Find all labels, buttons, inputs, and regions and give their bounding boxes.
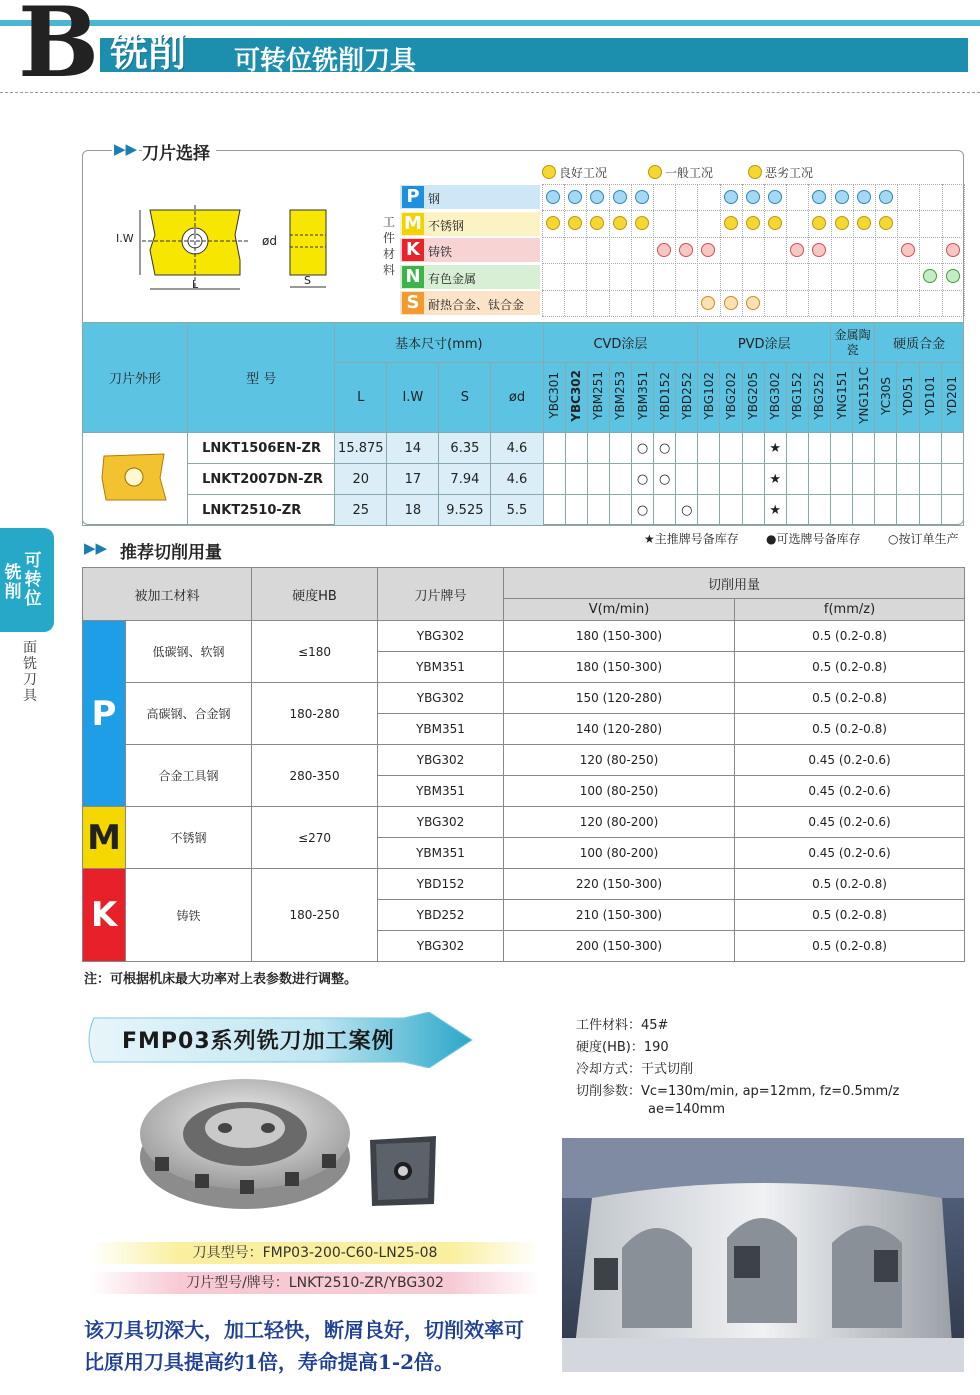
f-cell: 0.45 (0.2-0.6) <box>735 776 965 807</box>
grade-mark-cell <box>941 495 963 526</box>
table-row <box>83 495 964 526</box>
v-cell: 120 (80-250) <box>504 745 735 776</box>
f-cell: 0.45 (0.2-0.6) <box>735 807 965 838</box>
col-grade: YBM351 <box>631 363 653 433</box>
grade-mark-cell <box>875 495 897 526</box>
material-letter: M <box>402 213 424 235</box>
hardness-cell: 280-350 <box>252 745 378 807</box>
insert-selection-title: 刀片选择 <box>142 139 216 164</box>
condition-face-icon <box>768 190 782 204</box>
grade-mark-cell: ○ <box>631 495 653 526</box>
grade-mark-cell: ○ <box>654 464 676 495</box>
col-grade: YNG151C <box>853 363 875 433</box>
insert-model: 刀片型号/牌号：LNKT2510-ZR/YBG302 <box>90 1272 540 1294</box>
col-grade: YBM253 <box>609 363 631 433</box>
grade-mark-cell <box>543 433 565 464</box>
grade-cell: YBM351 <box>378 652 504 683</box>
col-grade: YBM251 <box>587 363 609 433</box>
material-cell: 铸铁 <box>126 869 252 962</box>
col-grade: YBC301 <box>543 363 565 433</box>
model-cell: LNKT2007DN-ZR <box>188 464 335 495</box>
double-arrow-icon: ▶▶ <box>84 539 108 557</box>
material-cell: 合金工具钢 <box>126 745 252 807</box>
insert-selection-table <box>82 322 964 526</box>
grade-mark-cell <box>609 464 631 495</box>
f-cell: 0.5 (0.2-0.8) <box>735 869 965 900</box>
grade-mark-cell <box>654 495 676 526</box>
case-info-line <box>576 1058 693 1077</box>
grade-mark-cell <box>698 495 720 526</box>
grade-mark-cell <box>565 464 587 495</box>
v-cell: 200 (150-300) <box>504 931 735 962</box>
col-dim: L <box>335 363 387 433</box>
material-name: 有色金属 <box>428 271 477 286</box>
material-name: 铸铁 <box>428 245 453 259</box>
grade-mark-cell: ★ <box>764 495 786 526</box>
drawing-label-l: L <box>192 278 199 291</box>
grade-mark-cell: ★ <box>764 464 786 495</box>
grade-mark-cell <box>831 495 853 526</box>
table-row <box>83 745 965 776</box>
col-grade: YBG252 <box>808 363 830 433</box>
condition-face-icon <box>568 216 582 230</box>
v-cell: 180 (150-300) <box>504 652 735 683</box>
header-divider <box>0 92 980 93</box>
f-cell: 0.5 (0.2-0.8) <box>735 621 965 652</box>
case-info-value: 45# <box>641 1018 669 1033</box>
grade-mark-cell <box>831 464 853 495</box>
col-grade: YD051 <box>897 363 919 433</box>
grade-mark-cell: ○ <box>631 433 653 464</box>
table-row <box>83 869 965 900</box>
grade-mark-cell <box>808 464 830 495</box>
dim-cell: 18 <box>387 495 439 526</box>
grade-mark-cell <box>808 433 830 464</box>
section-letter: B <box>18 0 100 99</box>
col-grade: YD101 <box>919 363 941 433</box>
grade-mark-cell <box>742 495 764 526</box>
condition-face-icon <box>857 190 871 204</box>
grade-cell: YBD152 <box>378 869 504 900</box>
side-tab-col2: 可转位 <box>24 551 42 609</box>
condition-face-icon <box>923 269 937 283</box>
group-carbide: 硬质合金 <box>875 323 964 363</box>
grade-mark-cell <box>742 464 764 495</box>
grade-mark-cell <box>587 495 609 526</box>
drawing-label-iw: I.W <box>116 232 134 245</box>
condition-face-icon <box>812 216 826 230</box>
material-letter: P <box>402 186 424 208</box>
f-cell: 0.45 (0.2-0.6) <box>735 838 965 869</box>
condition-face-icon <box>879 190 893 204</box>
grade-mark-cell: ○ <box>676 495 698 526</box>
table-row <box>83 807 965 838</box>
grade-mark-cell <box>875 464 897 495</box>
grade-mark-cell <box>698 433 720 464</box>
insert-drawing <box>110 195 350 305</box>
condition-face-icon <box>812 243 826 257</box>
case-info-line <box>576 1014 668 1033</box>
drawing-label-s: S <box>304 274 311 287</box>
grade-cell: YBG302 <box>378 807 504 838</box>
grade-mark-cell <box>853 464 875 495</box>
dim-cell: 15.875 <box>335 433 387 464</box>
double-arrow-icon: ▶▶ <box>114 140 138 158</box>
neutral-face-icon <box>648 165 662 179</box>
grade-cell: YBG302 <box>378 745 504 776</box>
material-letter: N <box>402 266 424 288</box>
f-cell: 0.5 (0.2-0.8) <box>735 900 965 931</box>
dim-cell: 6.35 <box>439 433 491 464</box>
col-grade: YC30S <box>875 363 897 433</box>
dim-cell: 4.6 <box>491 464 543 495</box>
condition-face-icon <box>613 190 627 204</box>
col-hardness: 硬度HB <box>252 568 378 621</box>
condition-face-icon <box>790 243 804 257</box>
table-row <box>83 621 965 652</box>
condition-face-icon <box>546 216 560 230</box>
side-subtitle: 面铣刀具 <box>23 640 37 704</box>
table-row <box>83 464 964 495</box>
case-info-value: 190 <box>643 1040 669 1055</box>
grade-mark-cell <box>897 433 919 464</box>
col-grade: YD201 <box>941 363 963 433</box>
col-v: V(m/min) <box>504 599 735 621</box>
case-info-label: 工件材料： <box>576 1018 642 1033</box>
grade-mark-cell <box>897 495 919 526</box>
condition-face-icon <box>835 190 849 204</box>
model-cell: LNKT1506EN-ZR <box>188 433 335 464</box>
condition-face-icon <box>724 296 738 310</box>
grade-mark-cell <box>897 464 919 495</box>
grade-mark-cell <box>831 433 853 464</box>
grade-mark-cell <box>543 464 565 495</box>
grade-cell: YBM351 <box>378 838 504 869</box>
tool-model: 刀具型号：FMP03-200-C60-LN25-08 <box>90 1242 540 1264</box>
material-group-p: P <box>83 621 126 807</box>
grade-cell: YBG302 <box>378 683 504 714</box>
dim-cell: 9.525 <box>439 495 491 526</box>
dim-cell: 25 <box>335 495 387 526</box>
insert-shape-cell <box>83 433 188 526</box>
condition-face-icon <box>657 243 671 257</box>
grade-mark-cell <box>720 433 742 464</box>
cutting-title: 推荐切削用量 <box>120 543 222 563</box>
group-pvd: PVD涂层 <box>698 323 831 363</box>
v-cell: 100 (80-250) <box>504 776 735 807</box>
condition-face-icon <box>613 216 627 230</box>
grade-mark-cell: ○ <box>631 464 653 495</box>
cutting-note: 注：可根据机床最大功率对上表参数进行调整。 <box>84 972 358 987</box>
v-cell: 100 (80-200) <box>504 838 735 869</box>
col-grade: YBG102 <box>698 363 720 433</box>
sad-face-icon <box>748 165 762 179</box>
material-cell: 低碳钢、软钢 <box>126 621 252 683</box>
hardness-cell: 180-250 <box>252 869 378 962</box>
col-grade: YBG202 <box>720 363 742 433</box>
grade-mark-cell <box>742 433 764 464</box>
note-optional: ●可选牌号备库存 <box>766 532 861 546</box>
condition-face-icon <box>746 190 760 204</box>
material-letter: K <box>402 239 424 261</box>
page-title: 可转位铣削刀具 <box>234 46 417 76</box>
col-dim: ød <box>491 363 543 433</box>
grade-mark-cell <box>919 433 941 464</box>
condition-face-icon <box>590 190 604 204</box>
slogan-line-2: 比原用刀具提高约1倍，寿命提高1-2倍。 <box>84 1350 455 1374</box>
col-params: 切削用量 <box>504 568 965 599</box>
col-dim: I.W <box>387 363 439 433</box>
grade-mark-cell <box>786 495 808 526</box>
col-model: 型 号 <box>188 323 335 433</box>
group-cermet: 金属陶瓷 <box>831 323 875 363</box>
grade-mark-cell <box>808 495 830 526</box>
material-row-s <box>400 291 540 315</box>
case-info-line <box>576 1080 899 1099</box>
grade-mark-cell: ★ <box>764 433 786 464</box>
condition-face-icon <box>746 296 760 310</box>
col-grade: YBC302 <box>565 363 587 433</box>
grade-cell: YBM351 <box>378 776 504 807</box>
condition-face-icon <box>812 190 826 204</box>
case-info-label: 硬度(HB)： <box>576 1040 644 1055</box>
case-info-value: 干式切削 <box>641 1062 694 1077</box>
material-row-p <box>400 185 540 209</box>
insert-shape-icon <box>100 450 170 504</box>
machining-photo <box>562 1138 964 1372</box>
condition-face-icon <box>635 190 649 204</box>
grade-mark-cell <box>609 495 631 526</box>
v-cell: 120 (80-200) <box>504 807 735 838</box>
v-cell: 140 (120-280) <box>504 714 735 745</box>
condition-face-icon <box>546 190 560 204</box>
dim-cell: 5.5 <box>491 495 543 526</box>
model-cell: LNKT2510-ZR <box>188 495 335 526</box>
grade-mark-cell <box>587 464 609 495</box>
legend-good: 良好工况 <box>542 164 607 181</box>
note-order: ○按订单生产 <box>888 532 959 546</box>
insert-image <box>366 1134 440 1208</box>
f-cell: 0.45 (0.2-0.6) <box>735 745 965 776</box>
legend-normal: 一般工况 <box>648 164 713 181</box>
condition-face-icon <box>879 216 893 230</box>
material-cell: 高碳钢、合金钢 <box>126 683 252 745</box>
condition-face-icon <box>635 216 649 230</box>
condition-face-icon <box>590 216 604 230</box>
dim-cell: 4.6 <box>491 433 543 464</box>
grade-mark-cell <box>875 433 897 464</box>
grade-mark-cell <box>565 433 587 464</box>
table-row <box>83 433 964 464</box>
side-tab-col1: 铣削 <box>4 563 22 602</box>
material-row-n <box>400 265 540 289</box>
material-group-k: K <box>83 869 126 962</box>
case-title: FMP03系列铣刀加工案例 <box>122 1029 395 1054</box>
table-row <box>83 683 965 714</box>
v-cell: 180 (150-300) <box>504 621 735 652</box>
material-letter: S <box>402 292 424 314</box>
condition-face-icon <box>835 216 849 230</box>
grade-cell: YBM351 <box>378 714 504 745</box>
grade-cell: YBD252 <box>378 900 504 931</box>
grade-mark-cell <box>786 433 808 464</box>
case-info-label: 切削参数： <box>576 1084 642 1099</box>
grade-mark-cell <box>676 464 698 495</box>
hardness-cell: 180-280 <box>252 683 378 745</box>
col-grade: YBG302 <box>764 363 786 433</box>
grade-mark-cell <box>609 433 631 464</box>
material-name: 不锈钢 <box>428 218 465 233</box>
condition-face-icon <box>946 269 960 283</box>
cutting-table <box>82 567 965 962</box>
condition-face-icon <box>768 216 782 230</box>
case-info-value: ae=140mm <box>648 1102 725 1117</box>
f-cell: 0.5 (0.2-0.8) <box>735 714 965 745</box>
v-cell: 150 (120-280) <box>504 683 735 714</box>
condition-grid <box>542 184 964 316</box>
grade-mark-cell: ○ <box>654 433 676 464</box>
grade-mark-cell <box>587 433 609 464</box>
face-mill-image <box>130 1062 360 1212</box>
material-group-m: M <box>83 807 126 869</box>
condition-face-icon <box>724 216 738 230</box>
condition-face-icon <box>701 296 715 310</box>
slogan-line-1: 该刀具切深大，加工轻快，断屑良好，切削效率可 <box>84 1318 524 1342</box>
grade-mark-cell <box>853 495 875 526</box>
grade-mark-cell <box>720 464 742 495</box>
group-cvd: CVD涂层 <box>543 323 698 363</box>
material-name: 耐热合金、钛合金 <box>428 298 525 312</box>
condition-face-icon <box>901 243 915 257</box>
condition-face-icon <box>857 216 871 230</box>
smile-face-icon <box>542 165 556 179</box>
legend-bad: 恶劣工况 <box>748 164 813 181</box>
col-grade: YBD152 <box>654 363 676 433</box>
note-main: ★主推牌号备库存 <box>644 532 739 546</box>
grade-mark-cell <box>941 464 963 495</box>
material-cell: 不锈钢 <box>126 807 252 869</box>
condition-face-icon <box>568 190 582 204</box>
dim-cell: 20 <box>335 464 387 495</box>
case-info-label: 冷却方式： <box>576 1062 642 1077</box>
condition-face-icon <box>746 216 760 230</box>
col-grade: YNG151 <box>831 363 853 433</box>
col-shape: 刀片外形 <box>83 323 188 433</box>
v-cell: 220 (150-300) <box>504 869 735 900</box>
col-grade: YBG152 <box>786 363 808 433</box>
header-bar <box>100 38 968 72</box>
material-axis-label: 工件材料 <box>382 215 395 277</box>
grade-mark-cell <box>853 433 875 464</box>
material-row-k <box>400 238 540 262</box>
grade-mark-cell <box>786 464 808 495</box>
drawing-label-d: ød <box>262 234 277 248</box>
hardness-cell: ≤180 <box>252 621 378 683</box>
col-f: f(mm/z) <box>735 599 965 621</box>
grade-mark-cell <box>919 495 941 526</box>
section-title: 铣削 <box>110 31 187 75</box>
grade-mark-cell <box>676 433 698 464</box>
condition-face-icon <box>679 243 693 257</box>
col-grade: 刀片牌号 <box>378 568 504 621</box>
col-material: 被加工材料 <box>83 568 252 621</box>
grade-mark-cell <box>543 495 565 526</box>
grade-cell: YBG302 <box>378 621 504 652</box>
dim-cell: 7.94 <box>439 464 491 495</box>
material-name: 钢 <box>428 192 441 206</box>
col-dim: S <box>439 363 491 433</box>
grade-mark-cell <box>919 464 941 495</box>
v-cell: 210 (150-300) <box>504 900 735 931</box>
grade-mark-cell <box>941 433 963 464</box>
material-row-m <box>400 212 540 236</box>
case-info-value: Vc=130m/min, ap=12mm, fz=0.5mm/z <box>641 1084 900 1099</box>
grade-mark-cell <box>720 495 742 526</box>
col-grade: YBG205 <box>742 363 764 433</box>
condition-face-icon <box>724 190 738 204</box>
condition-face-icon <box>701 243 715 257</box>
col-dims: 基本尺寸(mm) <box>335 323 543 363</box>
case-info-line <box>648 1102 725 1117</box>
f-cell: 0.5 (0.2-0.8) <box>735 652 965 683</box>
col-grade: YBD252 <box>676 363 698 433</box>
case-info-line <box>576 1036 669 1055</box>
grade-cell: YBG302 <box>378 931 504 962</box>
f-cell: 0.5 (0.2-0.8) <box>735 683 965 714</box>
dim-cell: 14 <box>387 433 439 464</box>
side-tab[interactable] <box>0 528 54 632</box>
condition-face-icon <box>946 243 960 257</box>
dim-cell: 17 <box>387 464 439 495</box>
f-cell: 0.5 (0.2-0.8) <box>735 931 965 962</box>
hardness-cell: ≤270 <box>252 807 378 869</box>
grade-mark-cell <box>565 495 587 526</box>
grade-mark-cell <box>698 464 720 495</box>
